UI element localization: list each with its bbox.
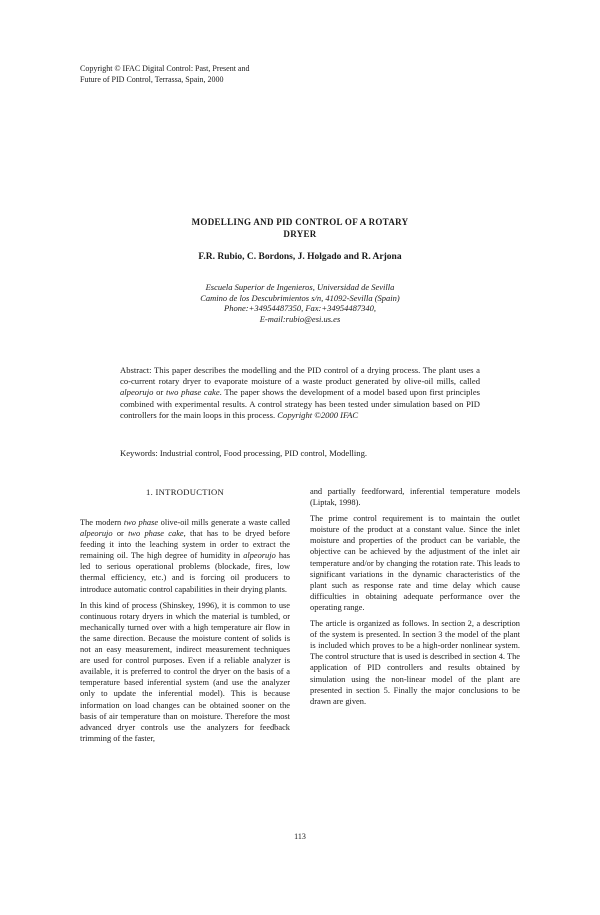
affiliation [100, 282, 500, 324]
copyright-notice [80, 63, 310, 85]
affiliation-line-3: Phone:+34954487350, Fax:+34954487340, [224, 303, 376, 313]
keywords-text: Industrial control, Food processing, PID control, Modelling. [157, 448, 368, 458]
abstract-text-c: . The paper shows the development of a model based upon first principles combined with experimental results. A control strategy has been tested under simulation based on PID controllers for the main loops in this process. [120, 387, 480, 420]
title-line-1: MODELLING AND PID CONTROL OF A ROTARY [191, 217, 409, 227]
affiliation-line-2: Camino de los Descubrimientos s/n, 41092-Sevilla (Spain) [200, 292, 400, 303]
right-column [310, 486, 520, 712]
left-column [80, 517, 290, 749]
intro-paragraph-1 [80, 517, 290, 595]
abstract-term-two-phase-cake: two phase cake [166, 387, 220, 398]
p1-term-two-phase-cake: two phase cake [128, 529, 184, 539]
paper-title [100, 216, 500, 240]
affiliation-line-4: E-mail:rubio@esi.us.es [259, 313, 341, 324]
p1-text-a: The modern [80, 518, 124, 527]
copyright-line-1: Copyright © IFAC Digital Control: Past, Present and [80, 64, 250, 73]
p1-term-two-phase: two phase [123, 518, 159, 527]
p1-text-b: olive-oil mills generate a waste called [158, 518, 290, 527]
title-line-2: DRYER [283, 229, 317, 239]
p1-term-alpeorujo: alpeorujo [80, 529, 113, 539]
intro-paragraph-4: The article is organized as follows. In section 2, a description of the system is presented. In section 3 the model of the plant is included which proves to be a high-order nonlinear system. The control structure that is used is described in section 4. The application of PID controllers and results obtained by simulation using the non-linear model of the plant are presented in section 5. Finally the major conclusions to be drawn are given. [310, 619, 520, 706]
abstract-term-alpeorujo: alpeorujo [120, 387, 154, 398]
abstract [120, 365, 480, 421]
intro-paragraph-continued: and partially feedforward, inferential temperature models (Liptak, 1998). [310, 487, 520, 508]
abstract-copyright: Copyright ©2000 IFAC [277, 409, 359, 420]
abstract-label: Abstract: [120, 365, 152, 375]
abstract-text-b: or [153, 387, 167, 398]
authors: F.R. Rubio, C. Bordons, J. Holgado and R. Arjona [198, 252, 402, 262]
p1-text-e: has led to serious operational problems (blockade, fires, low thermal efficiency, etc.) and is forcing oil producers to introduce automatic control capabilities in their drying plants. [80, 551, 290, 594]
keywords-label: Keywords: [120, 448, 158, 458]
p1-text-d: , that has to be dryed before feeding it into the leaching system in order to extract the remaining oil. The high degree of humidity in [80, 529, 290, 561]
abstract-text-a: This paper describes the modelling and the PID control of a drying process. The plant uses a co-current rotary dryer to evaporate moisture of a waste product generated by olive-oil mills, called [120, 365, 480, 387]
section-heading-introduction: 1. INTRODUCTION [145, 487, 225, 497]
copyright-line-2: Future of PID Control, Terrassa, Spain, 2000 [80, 75, 224, 84]
affiliation-line-1: Escuela Superior de Ingenieros, Universidad de Sevilla [205, 282, 395, 292]
intro-paragraph-2: In this kind of process (Shinskey, 1996), it is common to use continuous rotary dryers in which the material is tumbled, or mechanically turned over with a high temperature air flow in the same direction. Because the moisture content of solids is not an easy measurement, indirect measurement techniques are used for control purposes. Even if a reliable analyzer is available, it is preferred to control the dryer on the basis of a temperature based inferential system (and use the analyzer only to update the inferential model). This is because information on load changes can be obtained sooner on the basis of air temperature than on moisture. Therefore the most advanced dryer controls use the analyzers for feedback trimming of the faster, [80, 600, 290, 743]
p1-text-c: or [112, 529, 129, 539]
intro-paragraph-3: The prime control requirement is to maintain the outlet moisture of the product at a constant value. Since the inlet moisture and properties of the product can be variable, the objective can be achieved by the adjustment of the inlet air temperature and/or by changing the rotation rate. This leads to significant variations in the dynamic characteristics of the plant such as response rate and time delay which cause difficulties in obtaining adequate performance over the operating range. [310, 514, 520, 612]
page-number: 113 [294, 832, 306, 841]
p1-term-alpeorujo-2: alpeorujo [243, 551, 276, 561]
keywords [120, 448, 480, 459]
